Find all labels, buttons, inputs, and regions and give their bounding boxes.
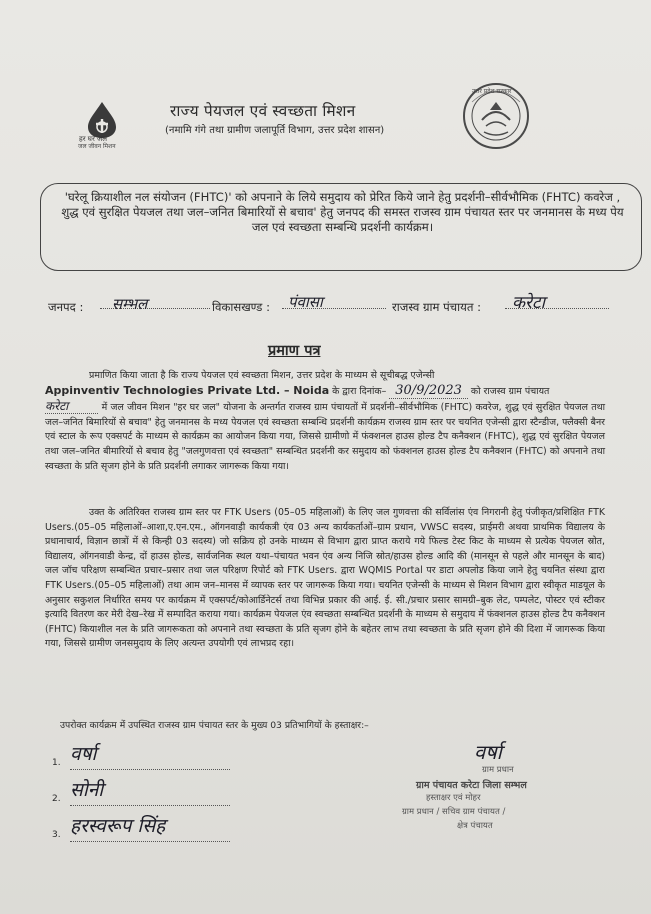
signatory-designation: ग्राम प्रधान / सचिव ग्राम पंचायत / xyxy=(402,807,506,817)
signatory-signature: सोनी xyxy=(70,779,104,801)
har-ghar-jal-logo xyxy=(76,100,146,158)
signatory-number: 3. xyxy=(52,830,61,840)
pradhan-title: ग्राम प्रधान xyxy=(482,765,514,775)
para1-line1: प्रमाणित किया जाता है कि राज्य पेयजल एवं स्वच्छता मिशन, उत्तर प्रदेश के माध्यम से सूचीबद्ध एजेन्सी xyxy=(89,370,435,381)
para1-body: में जल जीवन मिशन "हर घर जल" योजना के अन्तर्गत राजस्व ग्राम पंचायतों में प्रदर्शनी–सीर्वभौमिक (FHTC) कवरेज, शुद्ध एवं सुरक्षित पेयजल तथा जल–जनित बिमारियों से बचाव" हेतु जनमानस के मध्य पेयजल एवं स्वच्छता सम्बन्धि प्रदर्शनी कार्यक्रम राजस्व ग्राम स्तर पर चयनित एजेन्सी द्वारा स्टैन्डीज, फ्लैक्सी बैनर एवं स्टाल के रूप एक्सपर्ट के माध्यम से कार्यक्रम का आयोजन किया गया, जिससे ग्रामीणो में फंक्शनल हाउस होल्ड टैप कनैक्शन (FHTC), शुद्ध एवं सुरक्षित पेयजल तथा जल–जनित बीमारियों से बचाव हेतु "जलगुणवत्ता एवं स्वच्छता" सम्बन्धित प्रदर्शनी कर समुदाय को फंक्शनल हाउस होल्ड टैप कनैक्शन (FHTC) को अपनाने तथा स्वच्छता के प्रति सृजग होने के प्रति प्रदर्शनी लगाकर जागरूक किया गया। xyxy=(45,402,606,472)
signature-line xyxy=(70,841,230,842)
signatory-number: 2. xyxy=(52,794,61,804)
signatory-number: 1. xyxy=(52,758,61,768)
certificate-title: प्रमाण पत्र xyxy=(268,343,321,359)
organization-subtitle: (नमामि गंगे तथा ग्रामीण जलापूर्ति विभाग, उत्तर प्रदेश शासन) xyxy=(165,125,385,136)
kshetra-panchayat-label: क्षेत्र पंचायत xyxy=(457,821,493,831)
up-government-seal xyxy=(460,80,532,152)
block-label: विकासखण्ड : xyxy=(212,300,270,314)
gram-panchayat-handwritten: करेटा xyxy=(45,399,98,414)
paragraph-2: उक्त के अतिरिक्त राजस्व ग्राम स्तर पर FTK Users (05–05 महिलाओं) के लिए जल गुणवत्ता की सर्विलांस एंव निगरानी हेतु पंजीकृत/प्रशिक्षित FTK Users.(05–05 महिलाओं–आशा,ए.एन.एम., ऑगनवाड़ी कार्यकत्री एंव 03 अन्य कार्यकर्ताओं–ग्राम प्रधान, VWSC सदस्य, प्राईमरी अथवा प्राथमिक विद्यालय के प्रधानाचार्य, विज्ञान छात्रों में से किन्ही 03 सदस्य) जो सक्रिय हो उनके माध्यम से विभाग द्वारा प्राप्त कराये गये फिल्ड टेस्ट किट के माध्यम से प्रत्येक पेयजल स्रोत, विद्यालय, ऑगनवाडी केन्द्र, दों हाउस होल्ड, सार्वजनिक स्थल यथा–पंचायत भवन एंव अन्य निजि स्रोत/हाउस होल्ड आदि की (मानसून से पहले और मानसून के बाद) जल जॉच परिक्षण सम्बन्धित प्रचार–प्रसार तथा जल परिक्षण रिपोर्ट को FTK Users. द्वारा WQMIS Portal पर डाटा अपलोड किया जाने हेतु चयनित संस्था द्वारा FTK Users.(05–05 महिलाओं) तथा आम जन–मानस में व्यापक स्तर पर जागरूक किया गया। चयनित एजेन्सी के माध्यम से मिशन विभाग द्वारा स्वीकृत माडयूल के अनुसार सकुशल निर्धारित समय पर कार्यक्रम में एक्सपर्ट/कोआर्डिनेटर्स तथा विभिन्न प्रकार की आई. ई. सी./प्रचार प्रसार सामग्री–बुक लेट, पम्पलेट, पोस्टर एवं स्टीकर इत्यादि वितरण कर मेरी देख–रेख में सम्पादित कराया गया। कार्यक्रम पेयजल एंव स्वच्छता सम्बन्धित प्रदर्शनी के माध्यम से समुदाय में फंक्शनल हाउस होल्ड टैप कनैक्शन (FHTC) कियाशील नल के प्रति जागरूकता को अपनाने तथा स्वच्छता के प्रति सृजग होने के बहेतर लाभ तथा स्वच्छता के प्रति सृजग होने की दिशा में जागरूक किया गया, जिससे ग्रामीण जनसमुदाय के लिए अत्यन्त उपयोगी एवं लाभप्रद रहा। xyxy=(45,507,605,650)
signatory-signature: वर्षा xyxy=(70,743,97,765)
signatory-signature: हरस्वरूप सिंह xyxy=(70,815,166,837)
signature-line xyxy=(70,769,230,770)
attendance-note: उपरोक्त कार्यक्रम में उपस्थित राजस्व ग्राम पंचायत स्तर के मुख्य 03 प्रतिभागियों के हस्ताक्षर:– xyxy=(60,720,369,731)
gram-panchayat-value: करेटा xyxy=(512,293,545,313)
pradhan-stamp: ग्राम पंचायत करेटा जिला सम्भल xyxy=(416,780,527,791)
gram-panchayat-label: राजस्व ग्राम पंचायत : xyxy=(392,300,482,314)
block-value: पंवासा xyxy=(288,293,323,311)
logo-caption-2: जल जीवन मिशन xyxy=(78,143,116,150)
programme-description: 'घरेलू क्रियाशील नल संयोजन (FHTC)' को अपनाने के लिये समुदाय को प्रेरित किये जाने हेतु प्रदर्शनी–सीर्वभौमिक (FHTC) कवरेज , शुद्ध एवं सुरक्षित पेयजल तथा जल–जनित बिमारियों से बचाव' हेतु जनपद की समस्त राजस्व ग्राम पंचायत स्तर पर जनमानस के मध्य पेय जल एवं स्वच्छता सम्बन्धि प्रदर्शनी कार्यक्रम। xyxy=(61,190,624,234)
organization-title: राज्य पेयजल एवं स्वच्छता मिशन xyxy=(170,102,356,120)
water-drop-icon xyxy=(76,100,146,140)
by-date-label: के द्वारा दिनांक– xyxy=(332,385,387,397)
district-value: सम्भल xyxy=(112,295,148,313)
pradhan-signature: वर्षा xyxy=(474,740,502,764)
district-label: जनपद : xyxy=(48,300,84,314)
seal-text: उत्तर प्रदेश सरकार xyxy=(472,88,512,95)
signature-line xyxy=(70,805,230,806)
logo-caption-1: हर घर जल xyxy=(79,135,107,143)
paragraph-1 xyxy=(45,369,605,474)
signature-and-seal-label: हस्ताक्षर एवं मोहर xyxy=(426,793,481,803)
agency-name: Appinventiv Technologies Private Ltd. – Noida xyxy=(45,383,330,397)
para1-line2-rest: को राजस्व ग्राम पंचायत xyxy=(470,385,550,397)
programme-date: 30/9/2023 xyxy=(389,383,468,399)
